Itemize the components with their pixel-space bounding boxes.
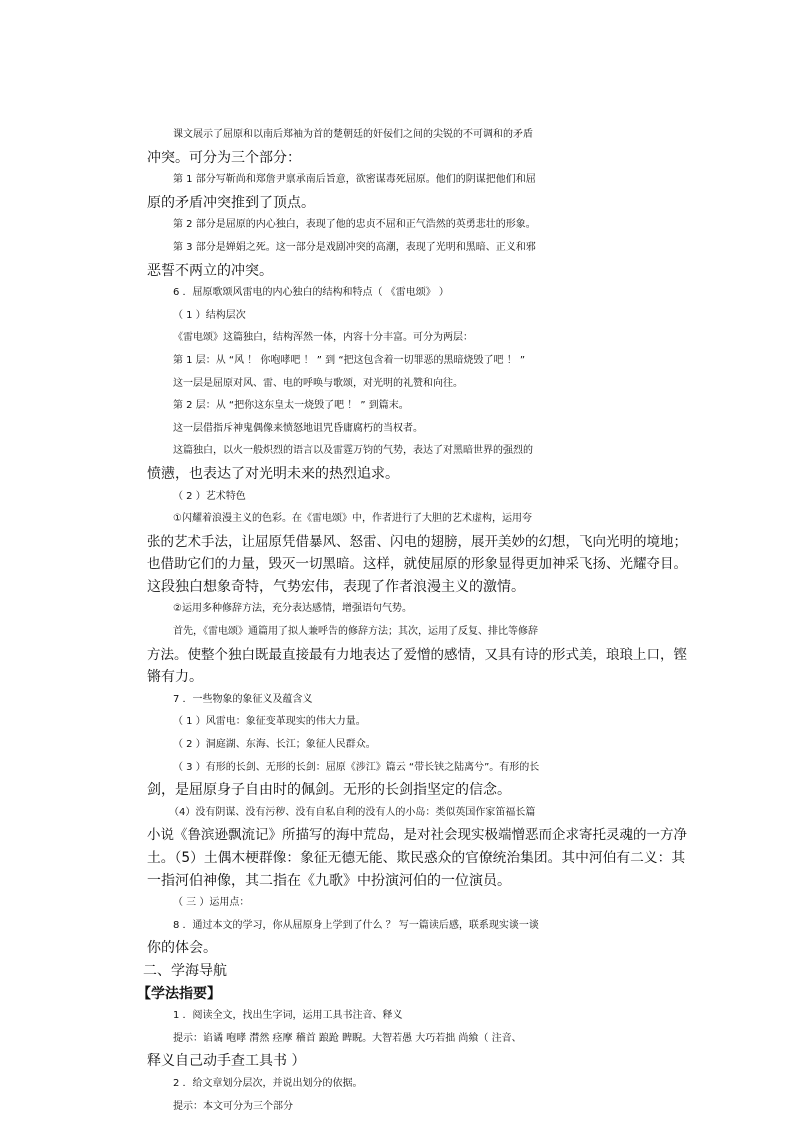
- text-line: 你的体会。: [147, 940, 217, 957]
- section-heading: 1 ．阅读全文，找出生字词，运用工具书注音、释义: [173, 1010, 403, 1022]
- text-line: 第 2 部分是屈原的内心独白，表现了他的忠贞不屈和正气浩然的英勇悲壮的形象。: [173, 219, 536, 231]
- text-line: 第 1 层：从 “风 ！ 你咆哮吧 ！ ” 到 “把这包含着一切罪恶的黑暗烧毁了吧 ！ ”: [173, 354, 526, 366]
- text-line: 释义自己动手查工具书 ）: [147, 1053, 306, 1070]
- text-line: 锵有力。: [147, 669, 203, 686]
- chapter-heading: 二、学海导航: [143, 962, 227, 979]
- text-line: 原的矛盾冲突推到了顶点。: [147, 194, 315, 211]
- subsection-heading: （ 1 ）结构层次: [173, 309, 246, 321]
- text-line: ②运用多种修辞方法，充分表达感情，增强语句气势。: [173, 603, 412, 615]
- text-line: 课文展示了屈原和以南后郑袖为首的楚朝廷的奸佞们之间的尖锐的不可调和的矛盾: [173, 129, 533, 140]
- section-heading: 7 ．一些物象的象征义及蕴含义: [173, 693, 313, 705]
- text-line: 这篇独白，以火一般炽烈的语言以及雷霆万钧的气势，表达了对黑暗世界的强烈的: [173, 445, 533, 457]
- text-line: 这一层是屈原对风、雷、电的呼唤与歌颂，对光明的礼赞和向往。: [173, 377, 463, 389]
- text-line: 第 3 部分是婵娟之死。这一部分是戏剧冲突的高潮，表现了光明和黑暗、正义和邪: [173, 241, 536, 253]
- text-line: 这一层借指斥神鬼偶像来愤怒地诅咒昏庸腐朽的当权者。: [173, 422, 423, 434]
- text-line: 《雷电颂》这篇独白，结构浑然一体，内容十分丰富。可分为两层：: [173, 332, 473, 344]
- section-heading: 6 ．屈原歌颂风雷电的内心独白的结构和特点（ 《雷电颂》 ）: [173, 287, 449, 299]
- text-line: 也借助它们的力量，毁灭一切黑暗。这样，就使屈原的形象显得更加神采飞扬、光耀夺目。: [147, 556, 687, 573]
- text-line: 愤懑，也表达了对光明未来的热烈追求。: [147, 465, 399, 482]
- text-line: （ 3 ）有形的长剑、无形的长剑：屈原《涉江》篇云 “带长铗之陆离兮”。有形的长: [173, 761, 540, 773]
- text-line: （4）没有阴谋、没有污秽、没有自私自利的没有人的小岛：类似英国作家笛福长篇: [169, 806, 536, 818]
- text-line: 小说《鲁滨逊飘流记》所描写的海中荒岛，是对社会现实极端憎恶而企求寄托灵魂的一方净: [147, 827, 687, 844]
- text-line: 提示：本文可分为三个部分: [173, 1100, 293, 1112]
- text-line: 土。（5）土偶木梗群像：象征无德无能、欺民惑众的官僚统治集团。其中河伯有二义：其: [147, 850, 686, 866]
- text-line: 恶誓不两立的冲突。: [147, 262, 273, 279]
- text-line: 剑，是屈原身子自由时的佩剑。无形的长剑指坚定的信念。: [147, 782, 511, 799]
- text-line: 张的艺术手法，让屈原凭借暴风、怒雷、闪电的翅膀，展开美妙的幻想，飞向光明的境地；: [147, 533, 687, 550]
- subsection-heading: （ 三 ）运用点：: [173, 897, 250, 909]
- text-line: 冲突。可分为三个部分：: [147, 149, 301, 166]
- text-line: 方法。使整个独白既最直接最有力地表达了爱憎的感情，又具有诗的形式美，琅琅上口，铿: [147, 646, 687, 663]
- text-line: 第 1 部分写靳尚和郑詹尹禀承南后旨意，欲密谋毒死屈原。他们的阴谋把他们和屈: [173, 174, 536, 186]
- text-line: （ 1 ）风雷电：象征变革现实的伟大力量。: [173, 716, 366, 728]
- section-heading: 2 ．给文章划分层次，并说出划分的依据。: [173, 1077, 363, 1089]
- text-line: 这段独白想象奇特，气势宏伟，表现了作者浪漫主义的激情。: [147, 578, 525, 595]
- section-heading: 8 ．通过本文的学习，你从屈原身上学到了什么 ？ 写一篇读后感，联系现实谈一谈: [173, 919, 539, 931]
- text-column: [137, 124, 687, 1118]
- text-line: 一指河伯神像，其二指在《九歌》中扮演河伯的一位演员。: [147, 872, 511, 889]
- text-line: 提示：谄谲 咆哮 潸然 痉摩 稽首 踉跄 睥睨。大智若愚 大巧若拙 尚飨（ 注音、: [173, 1032, 522, 1044]
- text-line: 第 2 层：从 “把你这东皇太一烧毁了吧 ！ ” 到篇末。: [173, 400, 409, 412]
- subsection-heading: （ 2 ）艺术特色: [173, 490, 246, 502]
- text-line: 首先，《雷电颂》通篇用了拟人兼呼告的修辞方法；其次，运用了反复、排比等修辞: [173, 626, 538, 638]
- text-line: ①闪耀着浪漫主义的色彩。在《雷电颂》中，作者进行了大胆的艺术虚构，运用夸: [173, 513, 532, 525]
- method-heading: 【学法指要】: [137, 985, 221, 1002]
- text-line: （ 2 ）洞庭湖、东海、长江；象征人民群众。: [173, 739, 376, 751]
